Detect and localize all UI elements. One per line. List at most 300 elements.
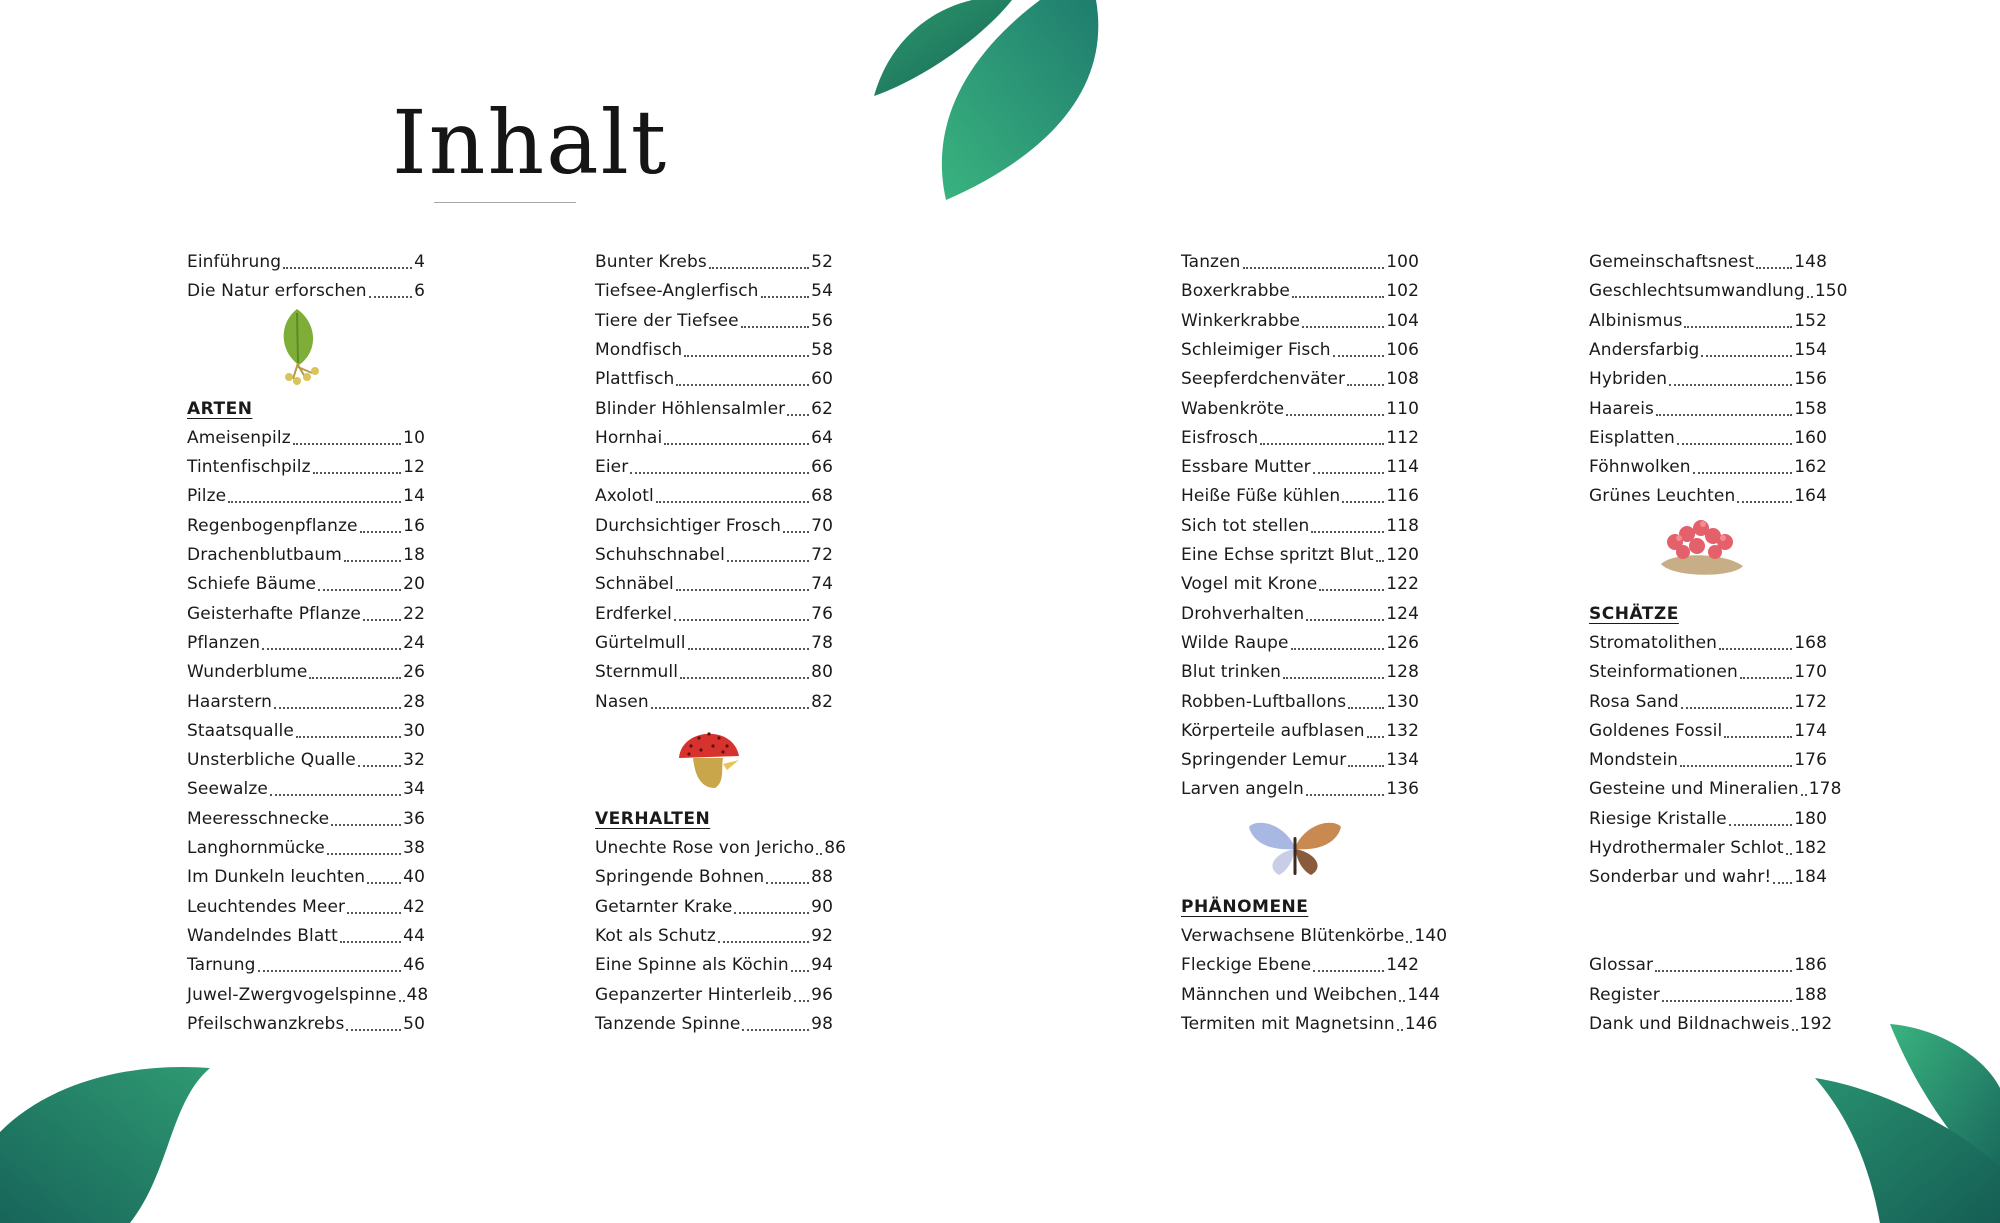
toc-entry-larven-angeln [1181,775,1419,804]
toc-entry-page: 46 [403,955,425,976]
toc-entry-eisfrosch [1181,424,1419,453]
toc-entry-label: Steinformationen [1589,662,1738,683]
toc-entry-juwel-zwergvogelspinne [187,981,429,1010]
toc-entry-page: 14 [403,486,425,507]
dot-leader [787,413,809,416]
blue-butterfly-illustration [1245,815,1345,879]
toc-entry-page: 154 [1794,339,1827,360]
dot-leader [1662,999,1792,1002]
toc-entry-page: 38 [403,838,425,858]
toc-entry-tarnung [187,951,425,980]
toc-entry-label: Wandelndes Blatt [187,925,338,946]
dot-leader [313,471,402,474]
toc-entry-page: 162 [1794,457,1827,478]
toc-entry-label: Unsterbliche Qualle [187,750,356,771]
toc-entry-geschlechtsumwandlung [1589,277,1848,306]
toc-entry-grunes-leuchten [1589,482,1827,511]
toc-entry-label: Staatsqualle [187,720,294,741]
toc-entry-page: 22 [403,603,425,624]
dot-leader [742,1028,809,1031]
toc-entry-schiefe-baume [187,570,425,599]
toc-entry-page: 160 [1794,427,1827,448]
toc-entry-stromatolithen [1589,629,1827,658]
toc-entry-label: Wilde Raupe [1181,632,1289,653]
toc-entry-seewalze [187,775,425,804]
toc-entry-label: Die Natur erforschen [187,281,367,302]
toc-entry-regenbogenpflanze [187,512,425,541]
toc-entry-page: 18 [403,545,425,565]
toc-entry-label: Goldenes Fossil [1589,720,1723,741]
toc-entry-label: Tiefsee-Anglerfisch [595,281,759,302]
dot-leader [1260,442,1384,445]
toc-entry-page: 186 [1794,955,1827,976]
dot-leader [360,530,402,533]
toc-entry-sich-tot-stellen [1181,512,1419,541]
toc-entry-glossar [1589,951,1827,980]
toc-entry-label: Im Dunkeln leuchten [187,867,366,888]
toc-entry-label: Tiere der Tiefsee [595,310,739,331]
toc-entry-tiere-der-tiefsee [595,307,833,336]
toc-entry-eine-spinne-als-kochin [595,951,833,980]
toc-entry-label: Ameisenpilz [187,427,291,448]
toc-entry-page: 80 [811,662,833,683]
green-leaf-decoration [860,0,1110,210]
toc-entry-sternmull [595,658,833,687]
dot-leader [347,911,401,914]
dot-leader [630,471,809,474]
dot-leader [1283,676,1384,679]
toc-entry-mannchen-und-weibchen [1181,981,1441,1010]
dot-leader [1655,969,1792,972]
dot-leader [1306,618,1384,621]
toc-entry-label: Pilze [187,486,227,507]
dot-leader [369,295,412,298]
dot-leader [258,969,402,972]
toc-entry-label: Männchen und Weibchen [1181,984,1398,1005]
toc-entry-robben-luftballons [1181,688,1419,717]
dot-leader [1807,295,1813,298]
toc-entry-ameisenpilz [187,424,425,453]
dot-leader [727,559,809,562]
toc-entry-goldenes-fossil [1589,717,1827,746]
toc-entry-page: 178 [1808,779,1842,800]
toc-entry-label: Glossar [1589,955,1654,976]
toc-entry-schuhschnabel [595,541,833,570]
dot-leader [783,530,809,533]
toc-entry-page: 112 [1386,427,1419,448]
toc-entry-leuchtendes-meer [187,893,425,922]
dot-leader [1397,1028,1403,1031]
toc-entry-label: Seewalze [187,779,268,800]
section-heading-arten: ARTEN [187,398,253,419]
toc-entry-label: Schnäbel [595,574,674,595]
toc-entry-tanzen [1181,248,1419,277]
dot-leader [1348,706,1384,709]
toc-entry-page: 68 [811,486,833,507]
dot-leader [1681,706,1792,709]
toc-entry-page: 164 [1794,486,1827,507]
toc-entry-page: 120 [1386,545,1419,565]
pink-coral-illustration [1653,512,1749,582]
toc-entry-label: Sich tot stellen [1181,515,1310,536]
toc-entry-label: Unechte Rose von Jericho [595,838,815,858]
toc-entry-label: Durchsichtiger Frosch [595,515,781,536]
toc-entry-page: 182 [1794,838,1827,858]
toc-entry-durchsichtiger-frosch [595,512,833,541]
toc-entry-label: Wabenkröte [1181,398,1285,419]
toc-entry-gesteine-und-mineralien [1589,775,1842,804]
dot-leader [274,706,401,709]
toc-entry-label: Kot als Schutz [595,925,716,946]
toc-entry-label: Fleckige Ebene [1181,955,1312,976]
toc-entry-winkerkrabbe [1181,307,1419,336]
toc-entry-langhornmucke [187,834,425,863]
toc-entry-page: 48 [406,984,429,1005]
toc-entry-label: Verwachsene Blütenkörbe [1181,925,1405,946]
toc-entry-fohnwolken [1589,453,1827,482]
toc-entry-hybriden [1589,365,1827,394]
toc-entry-termiten-mit-magnetsinn [1181,1010,1438,1039]
toc-entry-page: 126 [1386,632,1419,653]
toc-entry-page: 4 [414,252,425,272]
toc-entry-schnabel [595,570,833,599]
toc-entry-page: 82 [811,691,833,712]
toc-entry-label: Plattfisch [595,369,675,390]
dot-leader [1680,764,1792,767]
toc-entry-page: 74 [811,574,833,595]
toc-entry-rosa-sand [1589,688,1827,717]
toc-entry-label: Langhornmücke [187,838,325,858]
dot-leader [791,969,809,972]
section-heading-schatze: SCHÄTZE [1589,603,1679,624]
toc-entry-label: Robben-Luftballons [1181,691,1347,712]
toc-entry-label: Nasen [595,691,649,712]
toc-entry-axolotl [595,482,833,511]
toc-entry-page: 142 [1386,955,1419,976]
dot-leader [1693,471,1793,474]
toc-entry-label: Vogel mit Krone [1181,574,1318,595]
dot-leader [331,823,401,826]
dot-leader [1313,969,1384,972]
toc-entry-page: 124 [1386,603,1419,624]
dot-leader [270,793,401,796]
toc-entry-getarnter-krake [595,893,833,922]
toc-entry-page: 122 [1386,574,1419,595]
dot-leader [1333,354,1385,357]
toc-entry-page: 184 [1794,867,1827,888]
toc-entry-label: Axolotl [595,486,654,507]
dot-leader [1724,735,1792,738]
toc-entry-page: 94 [811,955,833,976]
dot-leader [1286,413,1384,416]
dot-leader [1656,413,1792,416]
toc-entry-page: 176 [1794,750,1827,771]
toc-entry-staatsqualle [187,717,425,746]
dot-leader [1677,442,1792,445]
toc-entry-label: Andersfarbig [1589,339,1700,360]
dot-leader [816,852,822,855]
toc-entry-page: 72 [811,545,833,565]
green-leaf-decoration [1810,1018,2000,1223]
toc-entry-blut-trinken [1181,658,1419,687]
dot-leader [709,266,809,269]
toc-entry-label: Föhnwolken [1589,457,1691,478]
toc-entry-label: Geschlechtsumwandlung [1589,281,1805,302]
toc-entry-essbare-mutter [1181,453,1419,482]
toc-entry-springende-bohnen [595,863,833,892]
toc-entry-page: 98 [811,1013,833,1034]
dot-leader [741,325,809,328]
toc-entry-page: 62 [811,398,833,419]
toc-entry-tiefsee-anglerfisch [595,277,833,306]
toc-entry-label: Eine Spinne als Köchin [595,955,789,976]
dot-leader [1319,588,1384,591]
toc-entry-wandelndes-blatt [187,922,425,951]
dot-leader [367,881,401,884]
toc-entry-plattfisch [595,365,833,394]
dot-leader [1243,266,1385,269]
toc-entry-label: Tarnung [187,955,256,976]
dot-leader [363,618,401,621]
dot-leader [1348,764,1384,767]
toc-entry-register [1589,981,1827,1010]
toc-entry-label: Schleimiger Fisch [1181,339,1331,360]
toc-entry-nasen [595,688,833,717]
dot-leader [1342,500,1384,503]
dot-leader [296,735,401,738]
dot-leader [761,295,810,298]
toc-entry-page: 150 [1814,281,1848,302]
toc-entry-label: Meeresschnecke [187,808,330,829]
dot-leader [1701,354,1792,357]
dot-leader [656,500,809,503]
toc-entry-page: 180 [1794,808,1827,829]
toc-entry-page: 92 [811,925,833,946]
toc-entry-einfuhrung [187,248,425,277]
toc-entry-meeresschnecke [187,805,425,834]
dot-leader [1311,530,1384,533]
dot-leader [1684,325,1792,328]
green-leaf-decoration [0,1062,215,1223]
dot-leader [344,559,401,562]
toc-entry-page: 110 [1386,398,1419,419]
toc-entry-steinformationen [1589,658,1827,687]
dot-leader [1406,940,1412,943]
toc-entry-label: Dank und Bildnachweis [1589,1013,1790,1034]
toc-entry-pfeilschwanzkrebs [187,1010,425,1039]
dot-leader [674,618,809,621]
toc-entry-label: Hornhai [595,427,663,448]
red-hedgehog-mushroom-illustration [671,716,747,792]
toc-entry-page: 30 [403,720,425,741]
dot-leader [1399,999,1405,1002]
toc-entry-label: Juwel-Zwergvogelspinne [187,984,397,1005]
dot-leader [399,999,405,1002]
toc-entry-page: 116 [1386,486,1419,507]
toc-entry-label: Mondstein [1589,750,1679,771]
dot-leader [228,500,401,503]
dot-leader [1292,295,1384,298]
dot-leader [1737,500,1792,503]
toc-entry-schleimiger-fisch [1181,336,1419,365]
dot-leader [262,647,401,650]
page-title: Inhalt [392,91,669,194]
toc-entry-page: 56 [811,310,833,331]
toc-entry-label: Boxerkrabbe [1181,281,1290,302]
toc-entry-seepferdchenvater [1181,365,1419,394]
toc-entry-page: 100 [1386,252,1419,272]
toc-entry-page: 78 [811,632,833,653]
toc-entry-label: Albinismus [1589,310,1683,331]
dot-leader [283,266,412,269]
toc-entry-tanzende-spinne [595,1010,833,1039]
toc-entry-label: Einführung [187,252,282,272]
toc-entry-gemeinschaftsnest [1589,248,1827,277]
toc-entry-page: 60 [811,369,833,390]
green-leaf-sprig-illustration [267,305,331,385]
toc-entry-heisse-fusse-kuhlen [1181,482,1419,511]
dot-leader [340,940,401,943]
section-heading-verhalten: VERHALTEN [595,808,711,829]
toc-entry-geisterhafte-pflanze [187,600,425,629]
toc-entry-page: 136 [1386,779,1419,800]
toc-entry-page: 114 [1386,457,1419,478]
toc-entry-page: 148 [1794,252,1827,272]
toc-entry-page: 104 [1386,310,1419,331]
dot-leader [1801,793,1807,796]
toc-entry-page: 174 [1794,720,1827,741]
toc-entry-gurtelmull [595,629,833,658]
toc-entry-dank-und-bildnachweis [1589,1010,1833,1039]
toc-entry-page: 128 [1386,662,1419,683]
dot-leader [1786,852,1793,855]
toc-entry-label: Gemeinschaftsnest [1589,252,1755,272]
toc-entry-label: Hydrothermaler Schlot [1589,838,1784,858]
toc-entry-label: Winkerkrabbe [1181,310,1301,331]
toc-entry-wabenkrote [1181,395,1419,424]
toc-entry-sonderbar-und-wahr [1589,863,1827,892]
dot-leader [688,647,810,650]
toc-entry-hydrothermaler-schlot [1589,834,1827,863]
dot-leader [676,588,809,591]
dot-leader [651,706,809,709]
toc-entry-erdferkel [595,600,833,629]
toc-entry-label: Bunter Krebs [595,252,707,272]
toc-entry-label: Sternmull [595,662,679,683]
toc-entry-kot-als-schutz [595,922,833,951]
toc-entry-label: Drohverhalten [1181,603,1305,624]
toc-entry-label: Gürtelmull [595,632,686,653]
toc-entry-label: Haarstern [187,691,272,712]
dot-leader [1306,793,1384,796]
toc-entry-vogel-mit-krone [1181,570,1419,599]
toc-entry-label: Regenbogenpflanze [187,515,358,536]
toc-entry-label: Eisplatten [1589,427,1675,448]
dot-leader [718,940,809,943]
toc-entry-label: Gesteine und Mineralien [1589,779,1799,800]
toc-entry-page: 118 [1386,515,1419,536]
toc-entry-page: 152 [1794,310,1827,331]
toc-entry-wunderblume [187,658,425,687]
toc-entry-page: 54 [811,281,833,302]
dot-leader [1302,325,1384,328]
toc-entry-label: Seepferdchenväter [1181,369,1346,390]
toc-entry-tintenfischpilz [187,453,425,482]
section-heading-phanomene: PHÄNOMENE [1181,896,1309,917]
toc-entry-page: 86 [824,838,847,858]
toc-entry-page: 88 [811,867,833,888]
toc-entry-fleckige-ebene [1181,951,1419,980]
toc-entry-label: Larven angeln [1181,779,1304,800]
toc-entry-label: Termiten mit Magnetsinn [1181,1013,1395,1034]
dot-leader [734,911,809,914]
toc-entry-label: Drachenblutbaum [187,545,342,565]
dot-leader [1740,676,1792,679]
dot-leader [318,588,401,591]
toc-entry-page: 76 [811,603,833,624]
dot-leader [358,764,401,767]
toc-entry-page: 106 [1386,339,1419,360]
toc-entry-page: 66 [811,457,833,478]
toc-entry-label: Wunderblume [187,662,308,683]
toc-entry-page: 144 [1407,984,1441,1005]
toc-entry-die-natur-erforschen [187,277,425,306]
toc-entry-label: Eine Echse spritzt Blut [1181,545,1374,565]
toc-entry-mondfisch [595,336,833,365]
dot-leader [346,1028,401,1031]
dot-leader [1756,266,1792,269]
toc-entry-unechte-rose-von-jericho [595,834,847,863]
toc-entry-page: 146 [1404,1013,1438,1034]
toc-entry-page: 32 [403,750,425,771]
toc-entry-page: 170 [1794,662,1827,683]
dot-leader [1792,1028,1798,1031]
toc-entry-page: 52 [811,252,833,272]
toc-entry-verwachsene-blutenkorbe [1181,922,1448,951]
dot-leader [1291,647,1385,650]
toc-entry-page: 64 [811,427,833,448]
toc-entry-label: Eisfrosch [1181,427,1259,448]
toc-entry-blinder-hohlensalmler [595,395,833,424]
toc-entry-label: Springende Bohnen [595,867,765,888]
toc-entry-page: 132 [1386,720,1419,741]
toc-entry-boxerkrabbe [1181,277,1419,306]
toc-entry-im-dunkeln-leuchten [187,863,425,892]
toc-entry-page: 156 [1794,369,1827,390]
toc-entry-page: 58 [811,339,833,360]
toc-entry-drachenblutbaum [187,541,425,570]
toc-entry-label: Blinder Höhlensalmler [595,398,786,419]
title-divider [434,202,576,203]
toc-entry-page: 108 [1386,369,1419,390]
toc-entry-gepanzerter-hinterleib [595,981,833,1010]
toc-entry-label: Mondfisch [595,339,683,360]
toc-entry-page: 36 [403,808,425,829]
dot-leader [664,442,809,445]
toc-entry-label: Sonderbar und wahr! [1589,867,1772,888]
toc-entry-label: Heiße Füße kühlen [1181,486,1341,507]
toc-entry-label: Leuchtendes Meer [187,896,346,917]
toc-entry-eine-echse-spritzt-blut [1181,541,1419,570]
toc-entry-page: 16 [403,515,425,536]
toc-entry-page: 10 [403,427,425,448]
toc-entry-page: 130 [1386,691,1419,712]
toc-entry-label: Schiefe Bäume [187,574,317,595]
toc-entry-page: 34 [403,779,425,800]
toc-entry-haarstern [187,688,425,717]
dot-leader [1367,735,1385,738]
toc-entry-pilze [187,482,425,511]
